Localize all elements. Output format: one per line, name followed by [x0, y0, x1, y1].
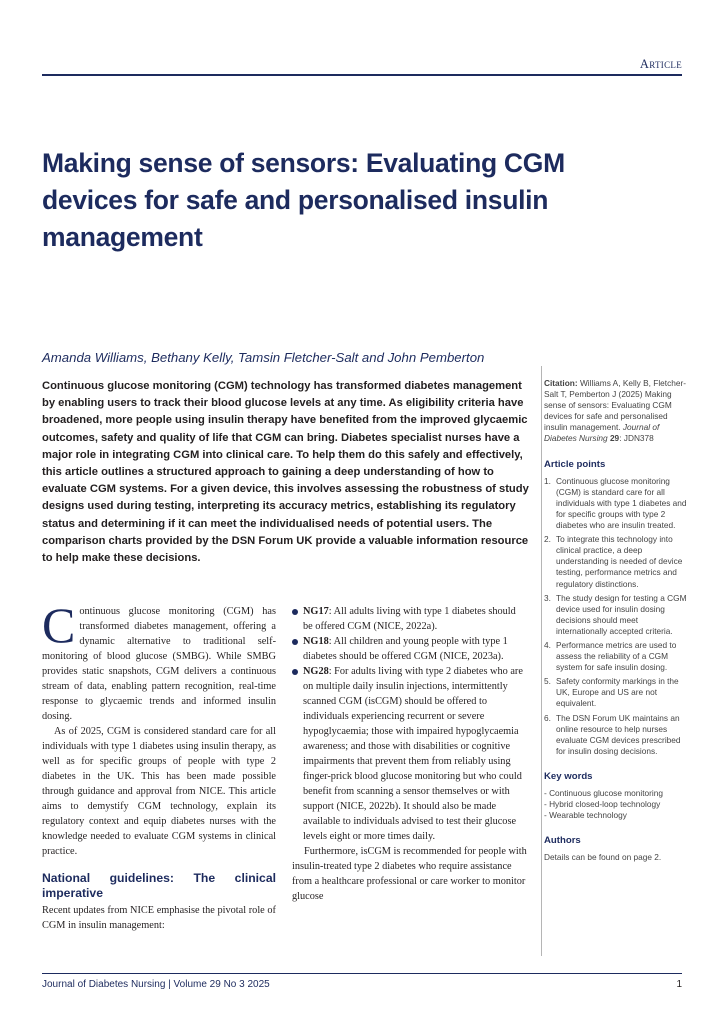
author-list: Amanda Williams, Bethany Kelly, Tamsin Fletcher-Salt and John Pemberton [42, 350, 485, 365]
section-heading: National guidelines: The clinical imperative [42, 871, 276, 900]
article-points-heading: Article points [544, 458, 606, 470]
list-item: 4. Performance metrics are used to assess the reliability of a CGM system for safe insulin dosing. [544, 639, 677, 673]
article-title: Making sense of sensors: Evaluating CGM devices for safe and personalised insulin management [42, 148, 565, 252]
citation-tail: : JDN378 [619, 433, 654, 444]
drop-cap: C [42, 597, 76, 653]
authors-heading: Authors [544, 835, 581, 847]
list-item: - Hybrid closed-loop technology [544, 799, 661, 810]
authors-note: Details can be found on page 2. [544, 852, 662, 863]
guideline-text: : For adults living with type 2 diabetes who are on multiple daily insulin injections, intermittently scanned CGM (isCGM) should be offered to individuals experiencing recurrent or severe hypoglycaemia; those with impaired hypoglycaemia awareness; and those with disabilities or cognitive impairments that prevent them from reliably using finger-prick blood glucose monitoring but who could benefit from scanning a sensor themselves or with support (NICE, 2022b). It should also be made available to individuals advised to test their glucose levels eight or more times daily. [303, 666, 523, 842]
list-item: 3. The study design for testing a CGM device used for insulin dosing decisions should meet internationally accepted criteria. [544, 592, 687, 636]
list-item [292, 634, 528, 664]
list-item: 2. To integrate this technology into clinical practice, a deep understanding is needed of device testing, performance metrics and regulatory distinctions. [544, 534, 683, 589]
list-item [292, 664, 528, 844]
citation-journal: Journal of Diabetes Nursing [544, 422, 660, 444]
intro-paragraph-text: ontinuous glucose monitoring (CGM) has transformed diabetes management, offering a dynamic alternative to traditional self-monitoring of blood glucose (SMBG). While SMBG provides static snapshots, CGM delivers a continuous stream of data, enabling pattern recognition, real-time response to glycaemic trends and informed insulin dosing. [42, 606, 276, 722]
header-rule [42, 74, 682, 76]
guideline-code: NG28 [303, 666, 329, 677]
citation-text: Williams A, Kelly B, Fletcher-Salt T, Pemberton J (2025) Making sense of sensors: Evaluating CGM devices for safe and personalised insulin management. [544, 378, 686, 433]
point-text: Performance metrics are used to assess the reliability of a CGM system for safe insulin dosing. [556, 639, 677, 673]
list-item: 6. The DSN Forum UK maintains an online resource to help nurses evaluate CGM devices prescribed for insulin dosing decisions. [544, 712, 681, 756]
article-points-list [544, 476, 687, 757]
body-column-2 [292, 604, 528, 904]
section-label: Article [639, 57, 682, 71]
body-column-1 [42, 597, 276, 933]
list-item [292, 604, 528, 634]
footer-journal-issue: Journal of Diabetes Nursing | Volume 29 No 3 2025 [42, 979, 270, 990]
body-paragraph-3: Recent updates from NICE emphasise the pivotal role of CGM in insulin management: [42, 905, 276, 931]
point-text: The study design for testing a CGM device used for insulin dosing decisions should meet internationally accepted criteria. [556, 592, 687, 636]
citation-label: Citation: [544, 378, 578, 388]
keywords-heading: Key words [544, 770, 593, 782]
intro-paragraph [42, 597, 276, 724]
list-item: - Continuous glucose monitoring [544, 788, 663, 798]
guideline-list [292, 604, 528, 844]
point-text: Safety conformity markings in the UK, Europe and US are not equivalent. [556, 676, 679, 709]
body-paragraph-4: Furthermore, isCGM is recommended for people with insulin-treated type 2 diabetes who require assistance from a healthcare professional or care worker to monitor glucose [292, 846, 527, 902]
list-item: 1. Continuous glucose monitoring (CGM) is standard care for all individuals with type 1 diabetes and for specific groups with type 2 diabetes who are insulin treated. [544, 475, 687, 531]
footer-rule [42, 973, 682, 974]
body-paragraph-2: As of 2025, CGM is considered standard care for all individuals with type 1 diabetes using insulin therapy, as well as for specific groups of people with type 2 diabetes in the UK. This has been made possible through guidance and approval from NICE. This article aims to demystify CGM technology, explain its regulatory context and equip diabetes nurses with the knowledge needed to evaluate CGM systems in clinical practice. [42, 726, 276, 857]
list-item: - Wearable technology [544, 810, 627, 821]
point-text: Continuous glucose monitoring (CGM) is standard care for all individuals with type 1 diabetes and for specific groups with type 2 diabetes who are insulin treated. [556, 475, 687, 531]
keywords-list [544, 788, 687, 821]
abstract: Continuous glucose monitoring (CGM) technology has transformed diabetes management by enabling users to track their blood glucose levels at any time. As eligibility criteria have broadened, more people using insulin therapy have benefited from the improved glycaemic outcomes, safety and quality of life that CGM can bring. Diabetes specialist nurses have a major role in integrating CGM into clinical care. To help them do this safely and effectively, this article outlines a structured approach to gaining a deep understanding of how to evaluate CGM systems. For a given device, this involves assessing the robustness of study designs used during testing, interpreting its accuracy metrics, establishing its regulatory status and determining if it can meet the individualised needs of potential users. The comparison charts provided by the DSN Forum UK provide a valuable information resource to help make these decisions. [42, 380, 529, 565]
list-item: 5. Safety conformity markings in the UK, Europe and US are not equivalent. [544, 676, 679, 709]
sidebar [541, 366, 687, 956]
guideline-code: NG17 [303, 606, 329, 617]
point-text: To integrate this technology into clinical practice, a deep understanding is needed of device testing, performance metrics and regulatory distinctions. [556, 534, 683, 589]
guideline-text: : All children and young people with type 1 diabetes should be offered CGM (NICE, 2023a). [303, 636, 508, 662]
point-text: The DSN Forum UK maintains an online resource to help nurses evaluate CGM devices prescribed for insulin dosing decisions. [556, 712, 681, 756]
guideline-text: : All adults living with type 1 diabetes should be offered CGM (NICE, 2022a). [303, 606, 516, 632]
guideline-code: NG18 [303, 636, 329, 647]
page-number: 1 [676, 979, 682, 990]
citation [544, 378, 687, 445]
citation-volume: 29 [607, 433, 620, 444]
